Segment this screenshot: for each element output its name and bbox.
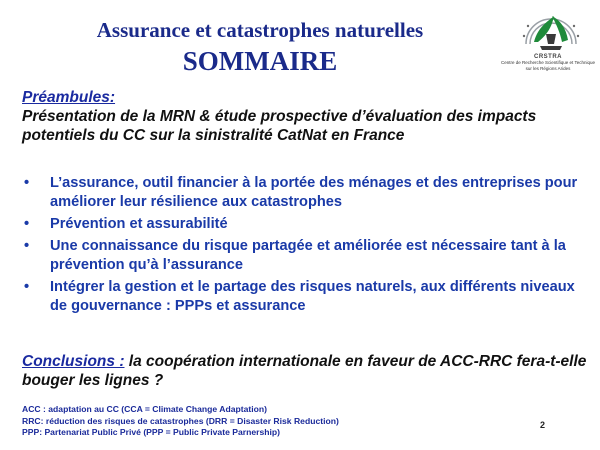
bullet-item bbox=[22, 174, 587, 212]
footnote-rrc: RRC: réduction des risques de catastrophes (DRR = Disaster Risk Reduction) bbox=[22, 415, 339, 426]
bullet-dot: • bbox=[24, 279, 30, 295]
preamble-block bbox=[22, 88, 592, 145]
preamble-text: Présentation de la MRN & étude prospective d’évaluation des impacts potentiels du CC sur la sinistralité CatNat en France bbox=[22, 108, 537, 144]
footnote-ppp: PPP: Partenariat Public Privé (PPP = Public Private Parnership) bbox=[22, 427, 280, 437]
bullet-text: Une connaissance du risque partagée et améliorée est nécessaire tant à la prévention qu’à l’assurance bbox=[50, 238, 566, 273]
bullet-item bbox=[22, 278, 587, 316]
logo-caption-text: Centre de Recherche Scientifique et Technique sur les Régions Arides bbox=[501, 60, 595, 71]
bullet-dot: • bbox=[24, 238, 30, 254]
bullet-text: Prévention et assurabilité bbox=[50, 216, 228, 232]
preamble-heading: Préambules: bbox=[22, 89, 116, 106]
bullet-item bbox=[22, 237, 587, 275]
logo-caption bbox=[500, 54, 596, 72]
conclusion-text: la coopération internationale en faveur de ACC-RRC fera-t-elle bouger les lignes ? bbox=[22, 353, 587, 389]
summary-bullet-list bbox=[22, 174, 587, 319]
slide-title-line2: SOMMAIRE bbox=[182, 46, 338, 76]
logo-acronym: CRSTRA bbox=[534, 54, 562, 60]
footnotes bbox=[22, 404, 542, 439]
bullet-dot: • bbox=[24, 216, 30, 232]
bullet-dot: • bbox=[24, 175, 30, 191]
footnote-acc: ACC : adaptation au CC (CCA = Climate Change Adaptation) bbox=[22, 404, 268, 414]
bullet-text: Intégrer la gestion et le partage des risques naturels, aux différents niveaux de gouvernance : PPPs et assurance bbox=[50, 279, 575, 314]
conclusion-heading: Conclusions : bbox=[22, 353, 125, 370]
conclusion-block bbox=[22, 352, 592, 390]
bullet-item bbox=[22, 215, 587, 234]
slide-title-line1: Assurance et catastrophes naturelles bbox=[96, 18, 424, 42]
page-number: 2 bbox=[540, 420, 546, 430]
bullet-text: L’assurance, outil financier à la portée des ménages et des entreprises pour améliorer leur résilience aux catastrophes bbox=[50, 175, 578, 210]
